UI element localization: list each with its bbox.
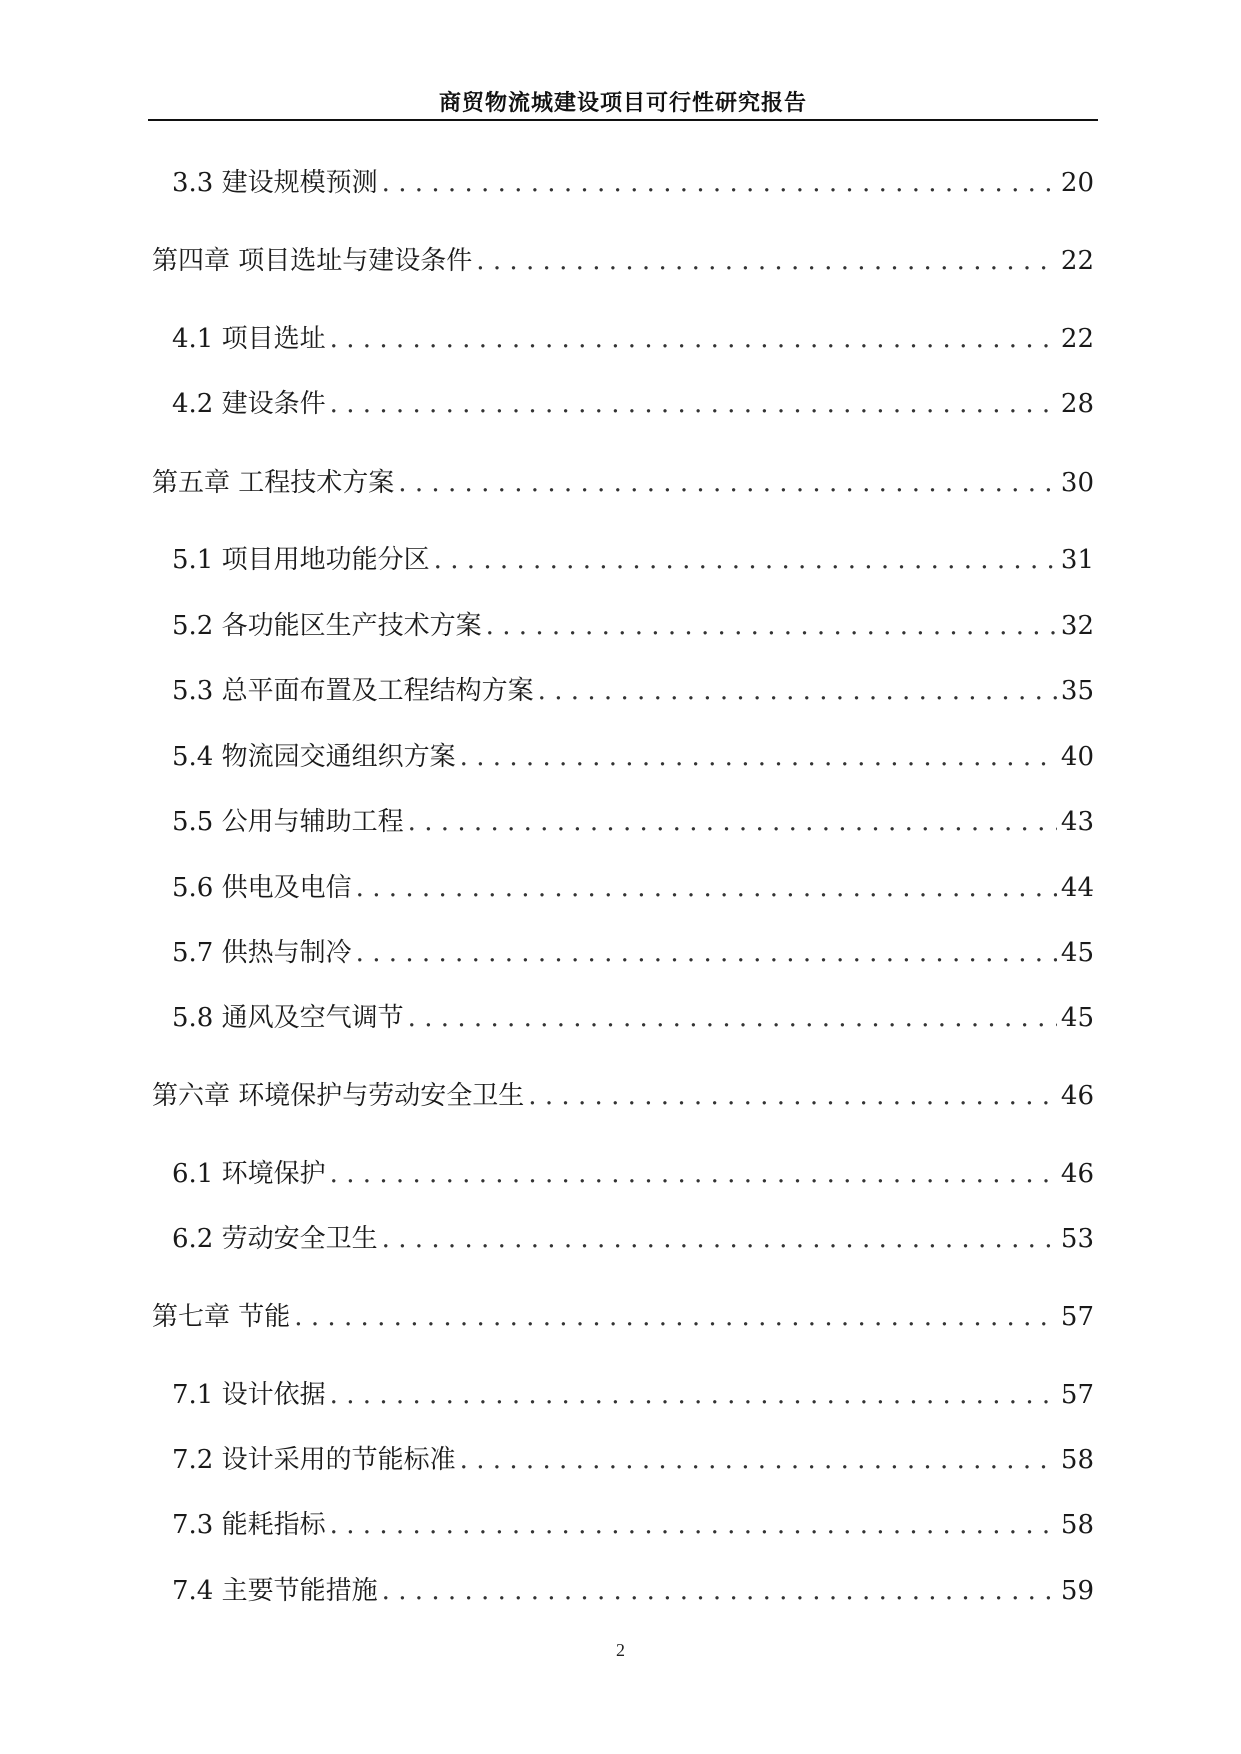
toc-dot-leader	[330, 384, 1057, 424]
toc-dot-leader	[408, 998, 1057, 1038]
toc-entry[interactable]	[0, 1505, 1241, 1545]
toc-dot-leader	[528, 1076, 1057, 1116]
toc-entry-page: 45	[1060, 1003, 1094, 1033]
toc-entry[interactable]	[0, 1154, 1241, 1194]
toc-entry-title: 第四章 项目选址与建设条件	[152, 246, 473, 276]
toc-dot-leader	[382, 1571, 1057, 1611]
toc-entry[interactable]	[0, 1440, 1241, 1480]
toc-entry-page: 22	[1060, 324, 1094, 354]
toc-entry-page: 44	[1060, 873, 1094, 903]
toc-entry-title: 3.3 建设规模预测	[172, 168, 378, 198]
toc-entry[interactable]	[0, 671, 1241, 711]
toc-entry-title: 6.1 环境保护	[172, 1159, 326, 1189]
toc-entry-title: 5.1 项目用地功能分区	[172, 545, 430, 575]
toc-entry-title: 5.7 供热与制冷	[172, 938, 352, 968]
toc-entry-title: 4.1 项目选址	[172, 324, 326, 354]
toc-dot-leader	[460, 1440, 1057, 1480]
toc-entry[interactable]	[0, 241, 1241, 281]
toc-dot-leader	[382, 1219, 1057, 1259]
toc-entry-page: 46	[1060, 1159, 1094, 1189]
toc-dot-leader	[486, 606, 1057, 646]
toc-entry[interactable]	[0, 163, 1241, 203]
toc-entry[interactable]	[0, 384, 1241, 424]
toc-entry[interactable]	[0, 463, 1241, 503]
running-header: 商贸物流城建设项目可行性研究报告	[438, 91, 807, 116]
toc-dot-leader	[330, 1375, 1057, 1415]
toc-entry-title: 第六章 环境保护与劳动安全卫生	[152, 1081, 525, 1111]
toc-entry-title: 5.2 各功能区生产技术方案	[172, 611, 482, 641]
toc-entry-title: 5.5 公用与辅助工程	[172, 807, 404, 837]
toc-dot-leader	[408, 802, 1057, 842]
toc-dot-leader	[356, 933, 1057, 973]
toc-entry[interactable]	[0, 540, 1241, 580]
toc-entry-page: 31	[1060, 545, 1094, 575]
toc-entry-page: 20	[1060, 168, 1094, 198]
toc-entry[interactable]	[0, 998, 1241, 1038]
toc-entry-page: 57	[1060, 1380, 1094, 1410]
toc-entry[interactable]	[0, 868, 1241, 908]
toc-entry[interactable]	[0, 933, 1241, 973]
toc-entry-page: 30	[1060, 468, 1094, 498]
toc-entry-page: 32	[1060, 611, 1094, 641]
toc-entry-page: 43	[1060, 807, 1094, 837]
toc-entry-page: 57	[1060, 1302, 1094, 1332]
toc-entry[interactable]	[0, 1571, 1241, 1611]
toc-dot-leader	[538, 671, 1057, 711]
toc-entry[interactable]	[0, 737, 1241, 777]
toc-entry[interactable]	[0, 1076, 1241, 1116]
toc-entry-page: 45	[1060, 938, 1094, 968]
toc-dot-leader	[460, 737, 1057, 777]
toc-entry-title: 7.1 设计依据	[172, 1380, 326, 1410]
header-rule	[148, 119, 1098, 121]
toc-entry[interactable]	[0, 1297, 1241, 1337]
toc-entry-title: 5.8 通风及空气调节	[172, 1003, 404, 1033]
toc-entry-page: 22	[1060, 246, 1094, 276]
toc-entry-title: 7.3 能耗指标	[172, 1510, 326, 1540]
toc-entry[interactable]	[0, 802, 1241, 842]
toc-entry-page: 28	[1060, 389, 1094, 419]
toc-dot-leader	[294, 1297, 1057, 1337]
toc-entry[interactable]	[0, 606, 1241, 646]
toc-entry-title: 7.4 主要节能措施	[172, 1576, 378, 1606]
toc-dot-leader	[330, 1505, 1057, 1545]
toc-entry-page: 53	[1060, 1224, 1094, 1254]
toc-dot-leader	[476, 241, 1057, 281]
toc-dot-leader	[356, 868, 1057, 908]
toc-entry-title: 第七章 节能	[152, 1302, 291, 1332]
page-number: 2	[616, 1640, 625, 1660]
toc-entry-page: 35	[1060, 676, 1094, 706]
toc-dot-leader	[330, 319, 1057, 359]
toc-entry-title: 4.2 建设条件	[172, 389, 326, 419]
toc-entry-page: 46	[1060, 1081, 1094, 1111]
toc-entry-title: 5.3 总平面布置及工程结构方案	[172, 676, 534, 706]
toc-entry-page: 58	[1060, 1510, 1094, 1540]
toc-entry[interactable]	[0, 319, 1241, 359]
toc-entry-page: 40	[1060, 742, 1094, 772]
toc-entry-title: 5.6 供电及电信	[172, 873, 352, 903]
toc-entry[interactable]	[0, 1375, 1241, 1415]
toc-dot-leader	[382, 163, 1057, 203]
toc-entry-page: 59	[1060, 1576, 1094, 1606]
toc-dot-leader	[434, 540, 1057, 580]
toc-dot-leader	[398, 463, 1057, 503]
toc-entry-title: 5.4 物流园交通组织方案	[172, 742, 456, 772]
toc-entry[interactable]	[0, 1219, 1241, 1259]
toc-entry-title: 6.2 劳动安全卫生	[172, 1224, 378, 1254]
toc-dot-leader	[330, 1154, 1057, 1194]
toc-entry-title: 第五章 工程技术方案	[152, 468, 395, 498]
toc-entry-page: 58	[1060, 1445, 1094, 1475]
toc-entry-title: 7.2 设计采用的节能标准	[172, 1445, 456, 1475]
